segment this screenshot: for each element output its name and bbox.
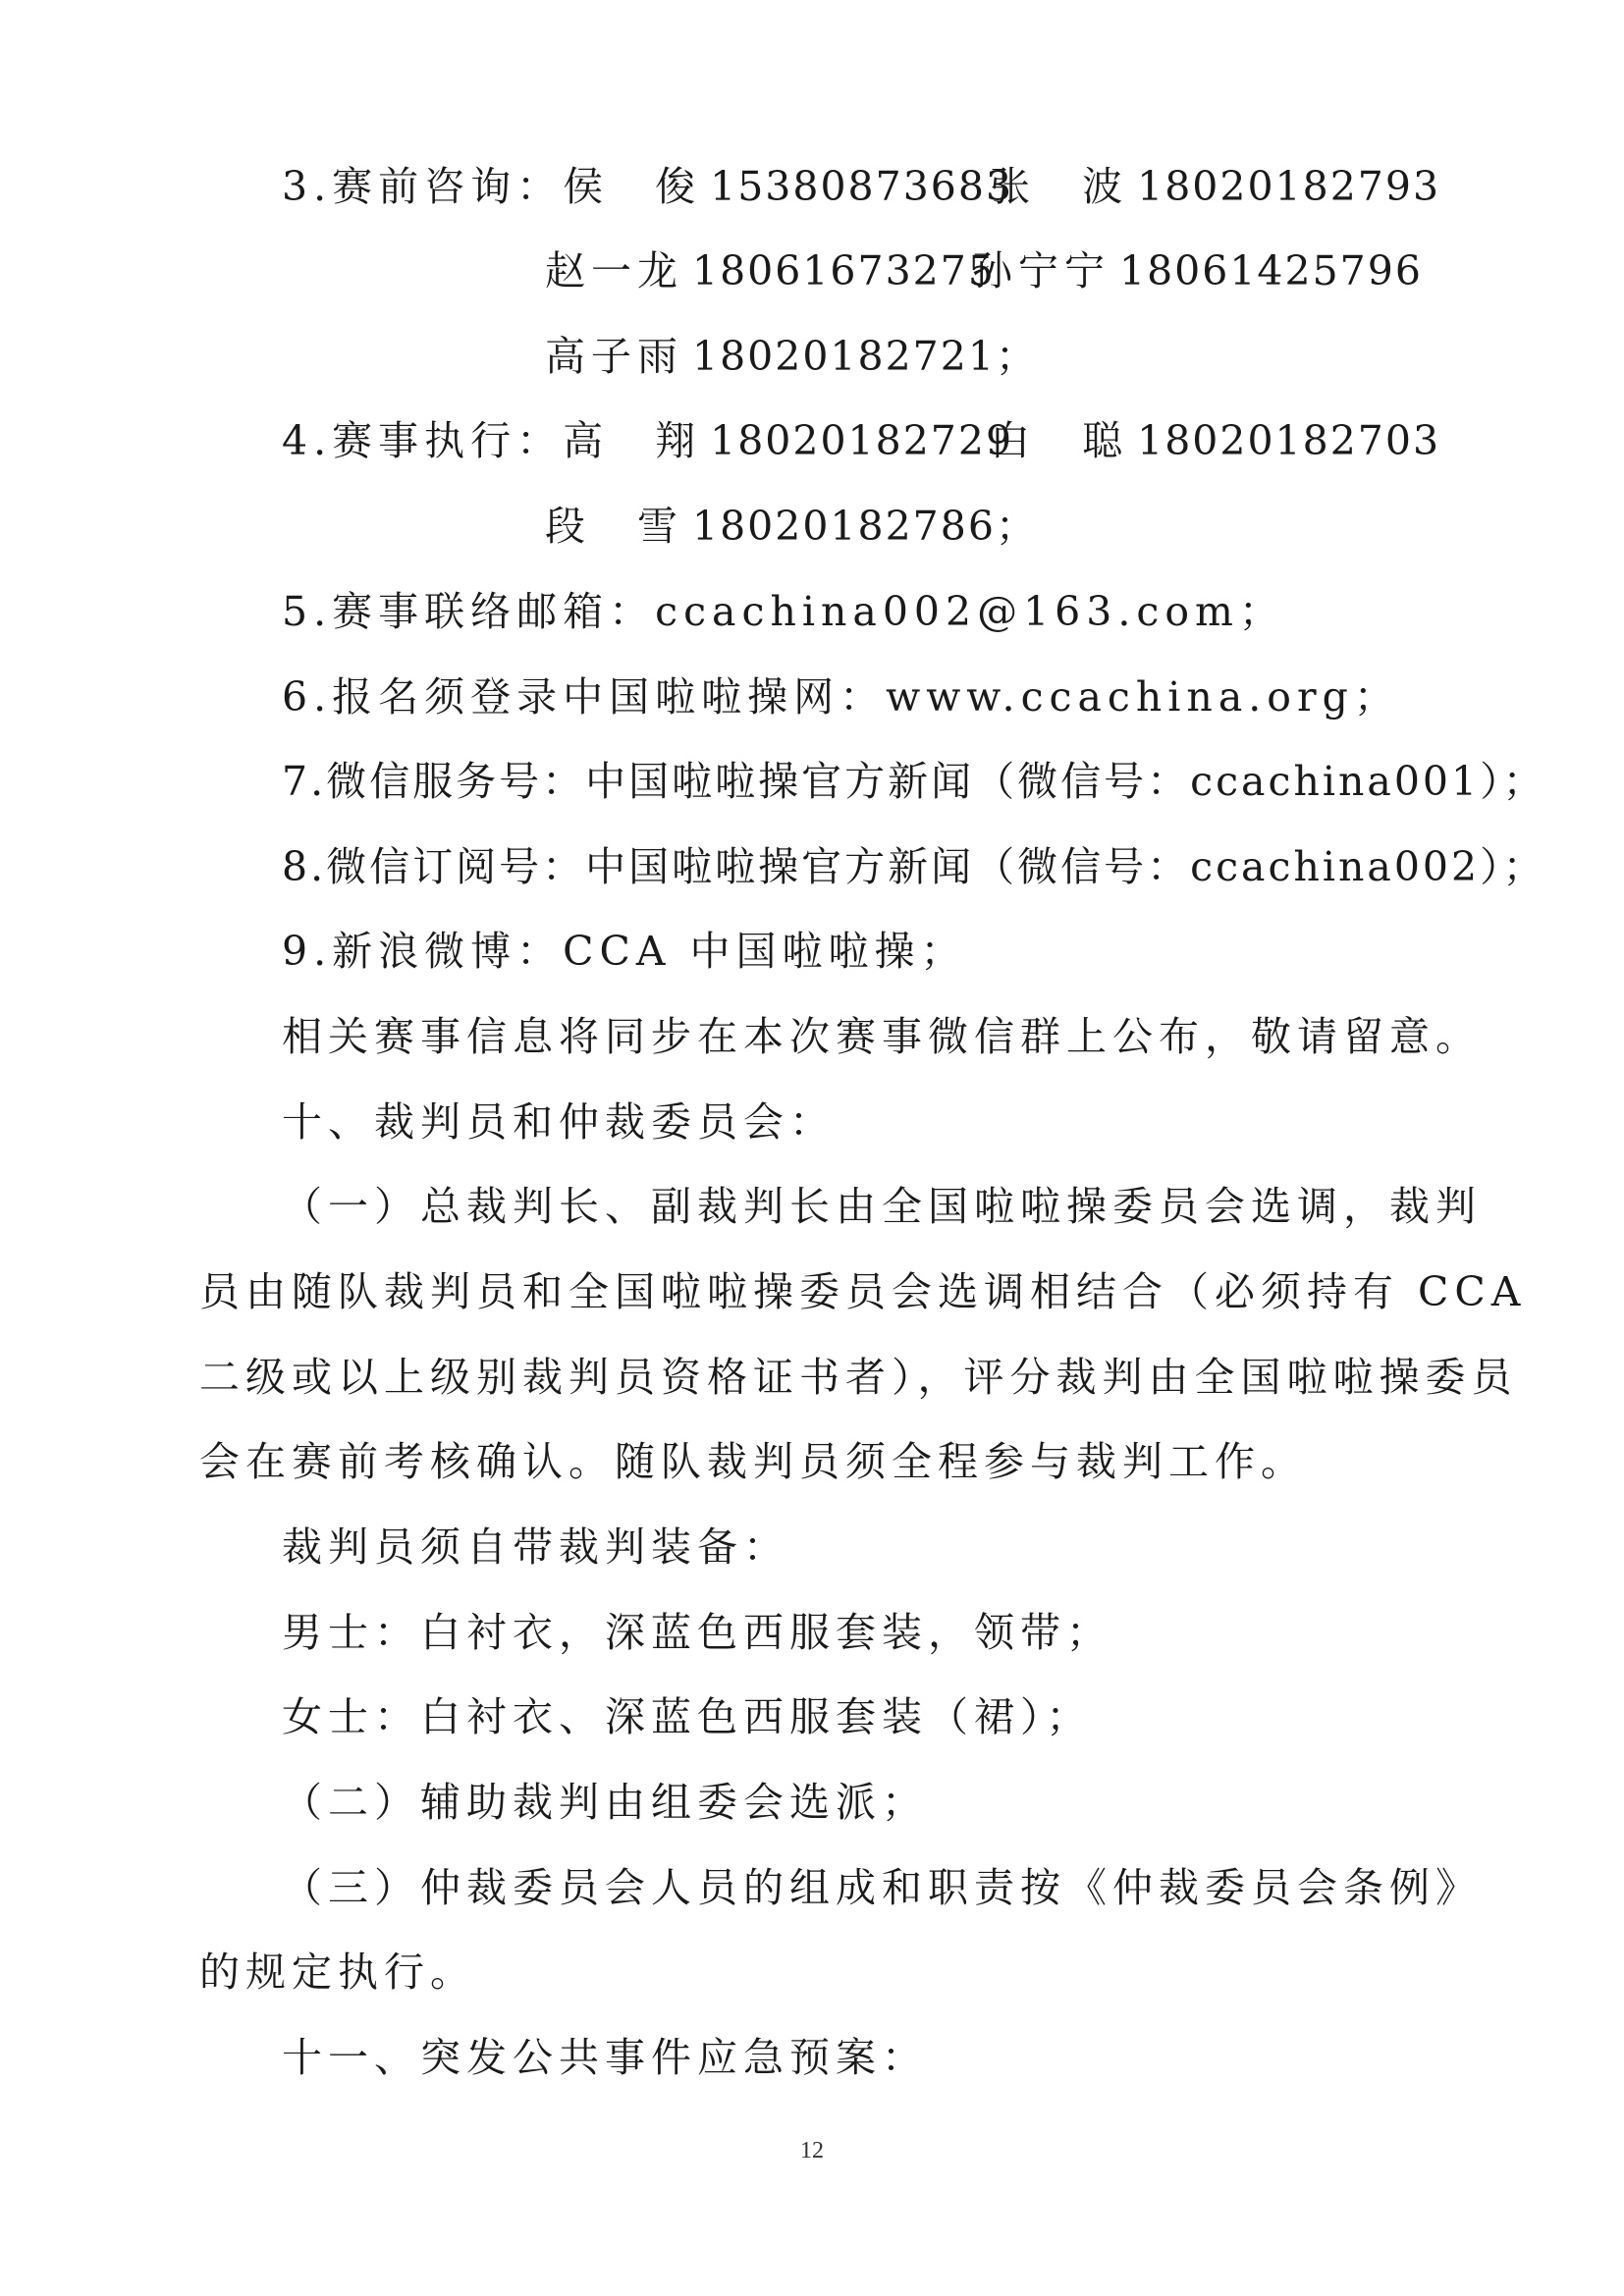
contact-phone: 15380873683 xyxy=(710,163,1014,210)
contact-phone: 18020182786； xyxy=(692,503,1038,550)
exec-label: 4.赛事执行： xyxy=(282,417,564,464)
contact-phone: 18020182703 xyxy=(1137,417,1441,464)
section-11-title: 十一、突发公共事件应急预案： xyxy=(282,2034,928,2081)
section-10-title: 十、裁判员和仲裁委员会： xyxy=(282,1098,836,1146)
contact-name: 张 波 xyxy=(990,163,1129,210)
equipment-line: 裁判员须自带裁判装备： xyxy=(282,1523,789,1571)
contact-name: 侯 俊 xyxy=(563,163,702,210)
contact-name: 赵一龙 xyxy=(545,247,683,294)
consult-row-1 xyxy=(282,162,1441,211)
contact-phone: 18020182793 xyxy=(1137,163,1441,210)
paragraph-1-line-4: 会在赛前考核确认。随队裁判员须全程参与裁判工作。 xyxy=(199,1438,1307,1485)
website-line: 6.报名须登录中国啦啦操网：www.ccachina.org； xyxy=(282,673,1400,721)
contact-phone: 18061425796 xyxy=(1119,247,1423,294)
contact-name: 高 翔 xyxy=(563,417,702,464)
contact-name: 白 聪 xyxy=(990,417,1129,464)
consult-row-3 xyxy=(545,332,1038,381)
paragraph-2: （二）辅助裁判由组委会选派； xyxy=(282,1779,928,1826)
paragraph-1-line-2: 员由随队裁判员和全国啦啦操委员会选调相结合（必须持有 CCA xyxy=(199,1268,1527,1315)
contact-phone: 18020182729 xyxy=(710,417,1014,464)
paragraph-1-line-3: 二级或以上级别裁判员资格证书者），评分裁判由全国啦啦操委员 xyxy=(199,1354,1518,1401)
contact-phone: 18020182721； xyxy=(692,333,1038,380)
weibo-line: 9.新浪微博：CCA 中国啦啦操； xyxy=(282,928,967,975)
paragraph-3-line-1: （三）仲裁委员会人员的组成和职责按《仲裁委员会条例》 xyxy=(282,1864,1482,1911)
exec-row-1 xyxy=(282,416,1441,465)
contact-name: 高子雨 xyxy=(545,333,683,380)
wechat-subscription-line: 8.微信订阅号：中国啦啦操官方新闻（微信号：ccachina002）； xyxy=(282,843,1546,890)
consult-label: 3.赛前咨询： xyxy=(282,163,564,210)
paragraph-3-line-2: 的规定执行。 xyxy=(199,1949,476,1996)
consult-row-2 xyxy=(545,246,1423,295)
contact-name: 段 雪 xyxy=(545,503,683,550)
notice-line: 相关赛事信息将同步在本次赛事微信群上公布，敬请留意。 xyxy=(282,1013,1482,1060)
paragraph-1-line-1: （一）总裁判长、副裁判长由全国啦啦操委员会选调，裁判 xyxy=(282,1183,1482,1230)
exec-row-2 xyxy=(545,502,1038,551)
page-number: 12 xyxy=(800,2138,824,2163)
male-attire-line: 男士：白衬衣，深蓝色西服套装，领带； xyxy=(282,1609,1112,1656)
contact-phone: 18061673275 xyxy=(692,247,996,294)
email-line: 5.赛事联络邮箱：ccachina002@163.com； xyxy=(282,588,1285,635)
contact-name: 孙宁宁 xyxy=(972,247,1110,294)
wechat-service-line: 7.微信服务号：中国啦啦操官方新闻（微信号：ccachina001）； xyxy=(282,758,1546,805)
female-attire-line: 女士：白衬衣、深蓝色西服套装（裙）； xyxy=(282,1693,1093,1740)
